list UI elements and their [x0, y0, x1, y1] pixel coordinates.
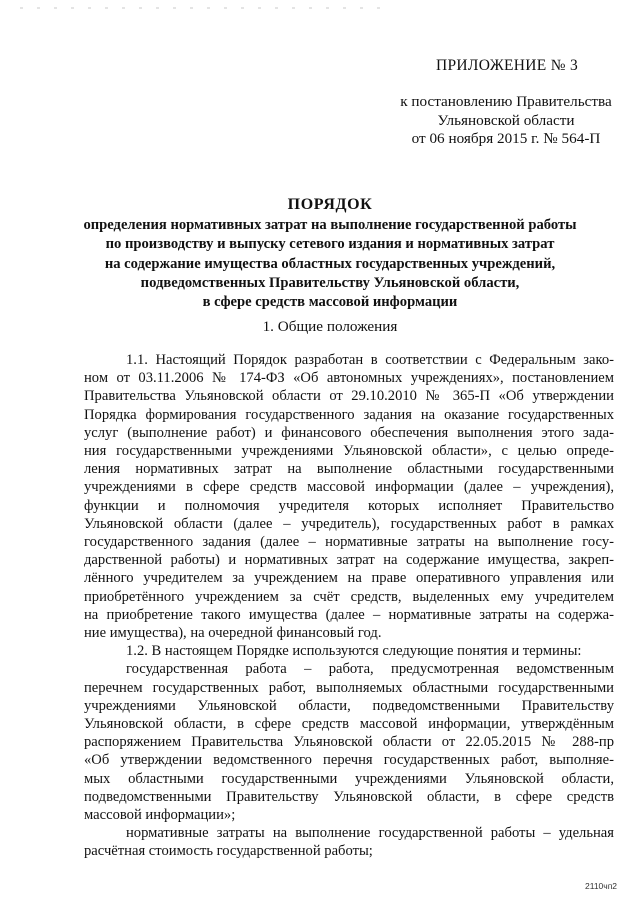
body-line: услуг (выполнение работ) и финансового обеспечения выполнения этого зада- — [84, 424, 614, 441]
decree-line: Ульяновской области — [437, 111, 575, 129]
scan-artifact-line — [0, 6, 640, 10]
body-line: Порядка формирования государственного задания на оказание государственных — [84, 406, 614, 423]
subtitle-line: подведомственных Правительству Ульяновской области, — [140, 274, 520, 291]
decree-line: от 06 ноября 2015 г. № 564-П — [411, 130, 601, 147]
body-line: подведомственными Правительству Ульяновской области, в сфере средств — [84, 788, 614, 805]
body-line: Правительства Ульяновской области от 29.10.2010 № 365-П «Об утверждении — [84, 388, 614, 405]
body-line: перечнем государственных работ, выполняемых областными государственными — [84, 679, 614, 696]
body-line: дарственной работы) и нормативных затрат на содержание имущества, закреп- — [84, 552, 614, 569]
body-line: государственного задания (далее – нормативные затраты на выполнение госу- — [84, 534, 614, 551]
decree-line: к постановлению Правительства — [400, 93, 612, 110]
body-line: распоряжением Правительства Ульяновской области от 22.05.2015 № 288-пр — [84, 734, 614, 751]
body-line: 1.1. Настоящий Порядок разработан в соответствии с Федеральным зако- — [126, 352, 614, 368]
body-line: на приобретение такого имущества (далее – нормативные затраты на содержа- — [84, 606, 614, 623]
body-line: Ульяновской области (далее – учредитель), государственных работ в рамках — [84, 515, 614, 532]
body-line: ления нормативных затрат на выполнение областными государственными — [84, 461, 614, 478]
body-line: лённого учредителем за учреждением на праве оперативного управления или — [84, 570, 614, 587]
body-line: приобретённого учреждением за счёт средств, выделенных ему учредителем — [84, 588, 614, 605]
document-title: ПОРЯДОК — [287, 196, 373, 213]
subtitle-line: определения нормативных затрат на выполнение государственной работы — [83, 217, 577, 233]
document-subtitle — [30, 216, 630, 312]
body-line: расчётная стоимость государственной работы; — [84, 843, 373, 860]
body-line: Ульяновской области, в сфере средств массовой информации, утверждённым — [84, 716, 614, 733]
body-line: функции и полномочия учредителя которых исполняет Правительство — [84, 497, 614, 514]
body-line: «Об утверждении ведомственного перечня государственных работ, выполняе- — [84, 752, 614, 769]
footer-code: 2110чп2 — [585, 881, 618, 891]
annex-number: ПРИЛОЖЕНИЕ № 3 — [436, 57, 579, 74]
body-line: учреждениями в сфере средств массовой информации (далее – учреждения), — [84, 479, 614, 496]
body-text — [84, 351, 614, 861]
decree-reference — [380, 93, 632, 149]
section-heading: 1. Общие положения — [262, 318, 398, 335]
body-line: государственная работа – работа, предусмотренная ведомственным — [126, 661, 614, 678]
body-line: ние имущества), на очередной финансовый год. — [84, 625, 382, 642]
body-line: нормативные затраты на выполнение государственной работы – удельная — [126, 825, 614, 842]
body-line: учреждениями Ульяновской области, подведомственными Правительству — [84, 697, 614, 714]
body-line: массовой информации»; — [84, 807, 236, 824]
body-line: мых областными государственными учреждениями Ульяновской области, — [84, 770, 614, 787]
body-line: ном от 03.11.2006 № 174-ФЗ «Об автономных учреждениях», постановлением — [84, 370, 614, 387]
body-line: 1.2. В настоящем Порядке используются следующие понятия и термины: — [126, 643, 582, 660]
subtitle-line: на содержание имущества областных государственных учреждений, — [104, 255, 556, 272]
subtitle-line: по производству и выпуску сетевого издания и нормативных затрат — [105, 236, 555, 253]
subtitle-line: в сфере средств массовой информации — [202, 294, 458, 311]
body-line: ния государственными учреждениями Ульяновской области», с целью опреде- — [84, 443, 614, 460]
